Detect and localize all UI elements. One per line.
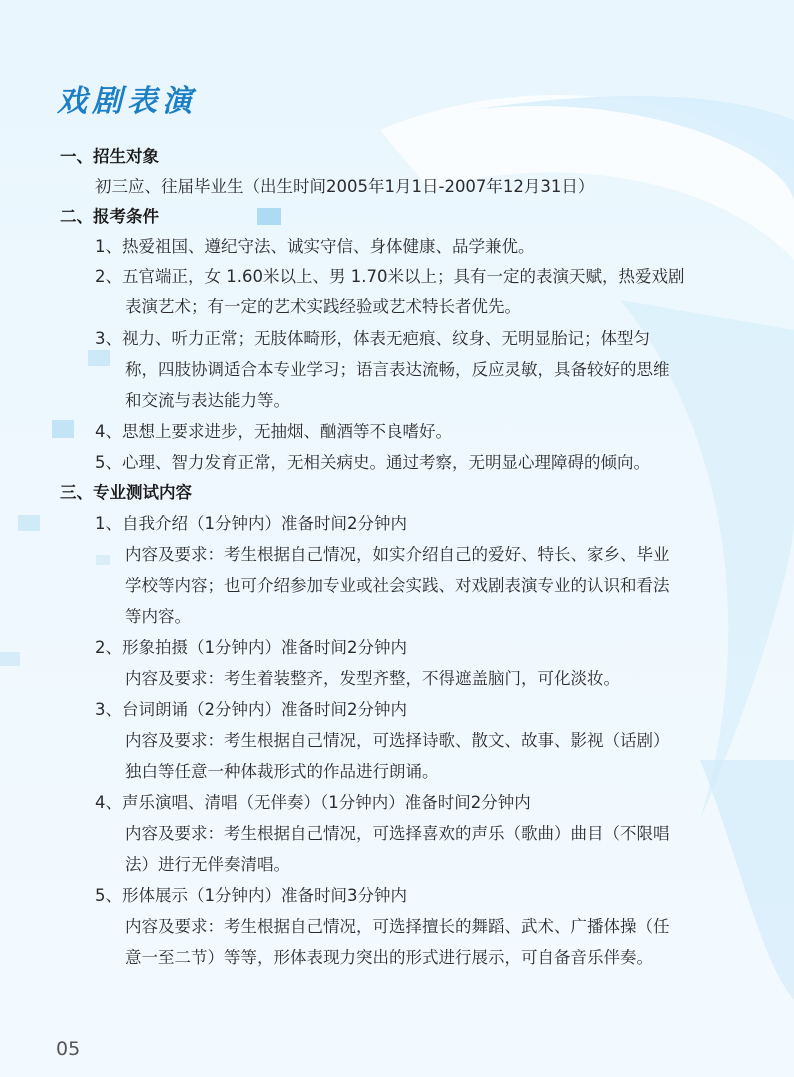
- test-item-title: 3、台词朗诵（2分钟内）准备时间2分钟内: [95, 700, 407, 719]
- test-item-desc: 内容及要求：考生根据自己情况，可选择喜欢的声乐（歌曲）曲目（不限唱: [125, 824, 670, 843]
- section-heading: 二、报考条件: [60, 207, 159, 226]
- list-item-continuation: 称，四肢协调适合本专业学习；语言表达流畅，反应灵敏，具备较好的思维: [125, 360, 670, 379]
- test-item-title: 2、形象拍摄（1分钟内）准备时间2分钟内: [95, 638, 407, 657]
- test-item-desc: 内容及要求：考生根据自己情况，可选择诗歌、散文、故事、影视（话剧）: [125, 731, 670, 750]
- section-heading: 三、专业测试内容: [60, 483, 192, 502]
- list-item-continuation: 和交流与表达能力等。: [125, 391, 290, 410]
- test-item-desc: 独白等任意一种体裁形式的作品进行朗诵。: [125, 762, 439, 781]
- test-item-title: 5、形体展示（1分钟内）准备时间3分钟内: [95, 886, 407, 905]
- test-item-title: 4、声乐演唱、清唱（无伴奏）（1分钟内）准备时间2分钟内: [95, 793, 531, 812]
- list-item: 1、热爱祖国、遵纪守法、诚实守信、身体健康、品学兼优。: [95, 237, 535, 256]
- list-item-continuation: 表演艺术；有一定的艺术实践经验或艺术特长者优先。: [125, 297, 521, 316]
- test-item-desc: 内容及要求：考生根据自己情况，如实介绍自己的爱好、特长、家乡、毕业: [125, 545, 670, 564]
- test-item-desc: 内容及要求：考生根据自己情况，可选择擅长的舞蹈、武术、广播体操（任: [125, 917, 670, 936]
- list-item: 3、视力、听力正常；无肢体畸形，体表无疤痕、纹身、无明显胎记；体型匀: [95, 329, 650, 348]
- test-item-desc: 法）进行无伴奏清唱。: [125, 855, 290, 874]
- list-item: 5、心理、智力发育正常，无相关病史。通过考察，无明显心理障碍的倾向。: [95, 453, 650, 472]
- section-heading: 一、招生对象: [60, 147, 159, 166]
- test-item-title: 1、自我介绍（1分钟内）准备时间2分钟内: [95, 514, 407, 533]
- test-item-desc: 意一至二节）等等，形体表现力突出的形式进行展示，可自备音乐伴奏。: [125, 948, 653, 967]
- section-text: 初三应、往届毕业生（出生时间2005年1月1日-2007年12月31日）: [95, 177, 595, 196]
- test-item-desc: 等内容。: [125, 607, 191, 626]
- list-item: 2、五官端正，女 1.60米以上、男 1.70米以上；具有一定的表演天赋，热爱戏剧: [95, 267, 685, 286]
- list-item: 4、思想上要求进步，无抽烟、酗酒等不良嗜好。: [95, 422, 452, 441]
- page-number: 05: [56, 1038, 81, 1060]
- test-item-desc: 内容及要求：考生着装整齐，发型齐整，不得遮盖脑门，可化淡妆。: [125, 669, 620, 688]
- page-title: 戏剧表演: [57, 84, 197, 119]
- test-item-desc: 学校等内容；也可介绍参加专业或社会实践、对戏剧表演专业的认识和看法: [125, 576, 670, 595]
